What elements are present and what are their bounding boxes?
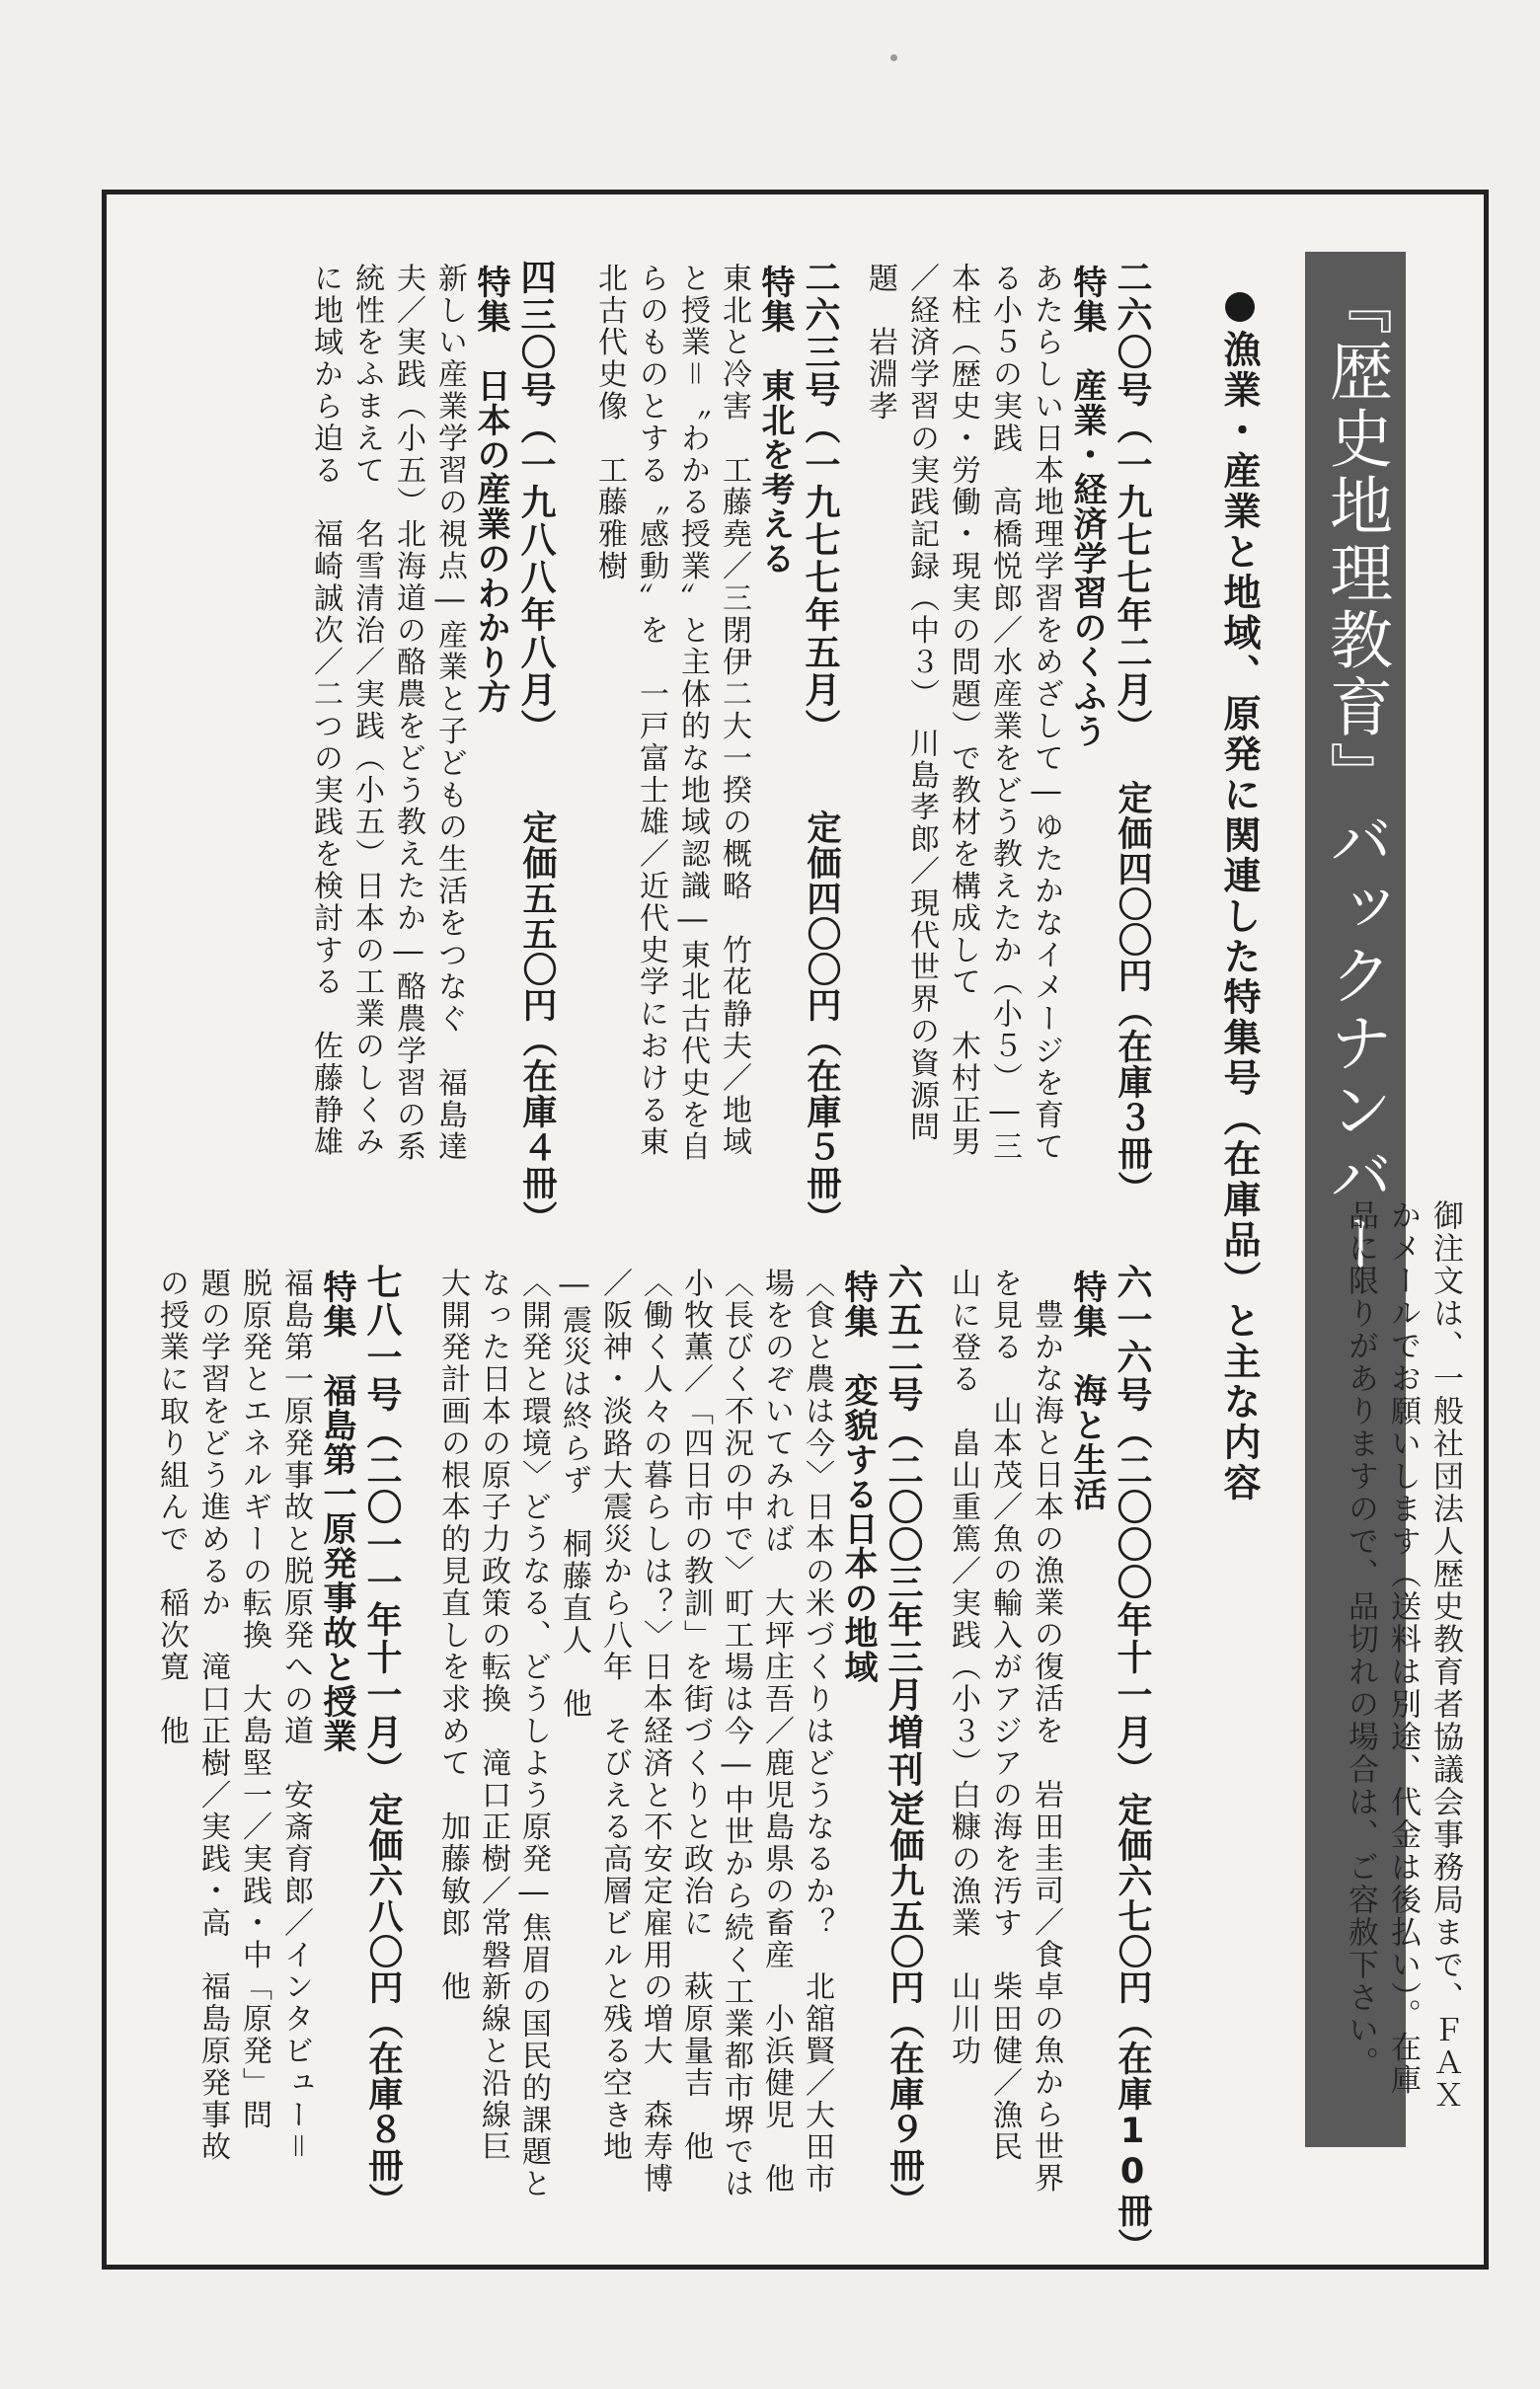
page-title: 『歴史地理教育』バックナンバー (1319, 271, 1392, 1278)
issue-content-line: 〈長びく不況の中で〉町工場は今―中世から続く工業都市堺では (719, 1268, 753, 2200)
issue-number: 二六三号（一九七七年五月） (800, 259, 840, 746)
issue-feature: 特集 東北を考える (755, 265, 795, 576)
issue-content-line: あたらしい日本地理学習をめざして―ゆたかなイメージを育て (1029, 263, 1063, 1164)
bullet-icon (1225, 292, 1255, 322)
issue-feature: 特集 海と生活 (1067, 1270, 1107, 1511)
issue-content-line: ―震災は終らず 桐藤直人 他 (557, 1268, 591, 1721)
issue-content-line: 本柱（歴史・労働・現実の問題）で教材を構成して 木村正男 (946, 263, 980, 1159)
issue-feature: 特集 変貌する日本の地域 (838, 1270, 878, 1684)
issue-content-line: ／阪神・淡路大震災から八年 そびえる高層ビルと残る空き地 (597, 1268, 632, 2164)
issue-content-line: 北古代史像 工藤雅樹 (592, 263, 627, 582)
issue-content-line: の授業に取り組んで 稲次寛 他 (154, 1268, 189, 1747)
issue-content-line: 題の学習をどう進めるか 滝口正樹／実践・高 福島原発事故 (195, 1268, 230, 2164)
issue-content-line: らのものとする〝感動〟を 一戸富士雄／近代史学における東 (634, 263, 668, 1159)
issue-content-line: 福島第一原発事故と脱原発への道 安斎育郎／インタビュー＝ (278, 1268, 313, 2164)
order-notice-line: かメールでお願いします（送料は別途、代金は後払い）。在庫 (1385, 1199, 1421, 2097)
issue-content-line: なった日本の原子力政策の転換 滝口正樹／常磐新線と沿線巨 (476, 1268, 510, 2164)
issue-number: 七八一号（二〇一一年十一月） (361, 1264, 402, 1789)
issue-number: 六五二号（二〇〇三年三月増刊） (883, 1264, 923, 1826)
issue-content-line: 題 岩淵孝 (863, 263, 897, 423)
issue-content-line: 小牧薫／「四日市の教訓」を街づくりと政治に 萩原量吉 他 (678, 1268, 713, 2164)
issue-content-line: 〈開発と環境〉どうなる、どうしよう原発―焦眉の国民的課題と (516, 1268, 551, 2200)
issue-content-line: 豊かな海と日本の漁業の復活を 岩田圭司／食卓の魚から世界 (1029, 1299, 1063, 2196)
issue-price: 定価九五〇円（在庫９冊） (885, 1792, 924, 2218)
issue-price: 定価六七〇円（在庫10冊） (1113, 1792, 1152, 2264)
subtitle-text: 漁業・産業と地域、原発に関連した特集号（在庫品）と主な内容 (1217, 330, 1261, 1503)
issue-content-line: 東北と冷害 工藤堯／三閉伊二大一揆の概略 竹花静夫／地域 (717, 263, 751, 1159)
issue-price: 定価四〇〇円（在庫３冊） (1113, 780, 1152, 1206)
issue-price: 定価四〇〇円（在庫５冊） (802, 809, 841, 1236)
issue-number: 六一六号（二〇〇〇年十一月） (1112, 1264, 1152, 1789)
issue-content-line: 〈食と農は今〉日本の米づくりはどうなるか？ 北舘賢／大田市 (800, 1268, 834, 2196)
issue-feature: 特集 福島第一原発事故と授業 (317, 1270, 356, 1753)
issue-content-line: と授業＝〝わかる授業〟と主体的な地域認識―東北古代史を自 (675, 263, 710, 1164)
issue-content-line: 統性をふまえて 名雪清治／実践（小五）日本の工業のしくみ (349, 263, 384, 1159)
section-subtitle (1212, 292, 1267, 1503)
issue-number: 四三〇号（一九八八年八月） (515, 259, 556, 746)
order-notice-line: 品に限りがありますので、品切れの場合は、ご容赦下さい。 (1343, 1199, 1378, 2079)
order-notice-line: 御注文は、一般社団法人歴史教育者協議会事務局まで、ＦＡＸ (1427, 1199, 1463, 2112)
issue-content-line: ／経済学習の実践記録（中３） 川島孝郎／現代世界の資源問 (904, 263, 939, 1144)
issue-content-line: を見る 山本茂／魚の輸入がアジアの海を汚す 柴田健／漁民 (987, 1268, 1022, 2164)
issue-content-line: 新しい産業学習の視点―産業と子どもの生活をつなぐ 福島達 (432, 263, 467, 1164)
issue-content-line: 夫／実践（小五）北海道の酪農をどう教えたか―酪農学習の系 (391, 263, 425, 1164)
issue-content-line: 山に登る 畠山重篤／実践（小３）白糠の漁業 山川功 (946, 1268, 980, 2067)
issue-number: 二六〇号（一九七七年二月） (1112, 259, 1152, 746)
issue-content-line: に地域から迫る 福崎誠次／二つの実践を検討する 佐藤静雄 (308, 263, 343, 1159)
page-mark (890, 54, 897, 61)
issue-content-line: 脱原発とエネルギーの転換 大島堅一／実践・中「原発」問 (237, 1268, 271, 2131)
issue-content-line: 大開発計画の根本的見直しを求めて 加藤敏郎 他 (435, 1268, 470, 2004)
issue-price: 定価五五〇円（在庫４冊） (517, 809, 557, 1236)
issue-feature: 特集 産業・経済学習のくふう (1067, 265, 1107, 748)
issue-price: 定価六八〇円（在庫８冊） (363, 1792, 403, 2218)
issue-content-line: 場をのぞいてみれば 大坪庄吾／鹿児島県の畜産 小浜健児 他 (759, 1268, 794, 2196)
issue-content-line: る小５の実践 高橋悦郎／水産業をどう教えたか（小５）―三 (987, 263, 1022, 1164)
issue-feature: 特集 日本の産業のわかり方 (471, 265, 510, 714)
issue-content-line: 〈働く人々の暮らしは？〉日本経済と不安定雇用の増大 森寿博 (638, 1268, 672, 2196)
